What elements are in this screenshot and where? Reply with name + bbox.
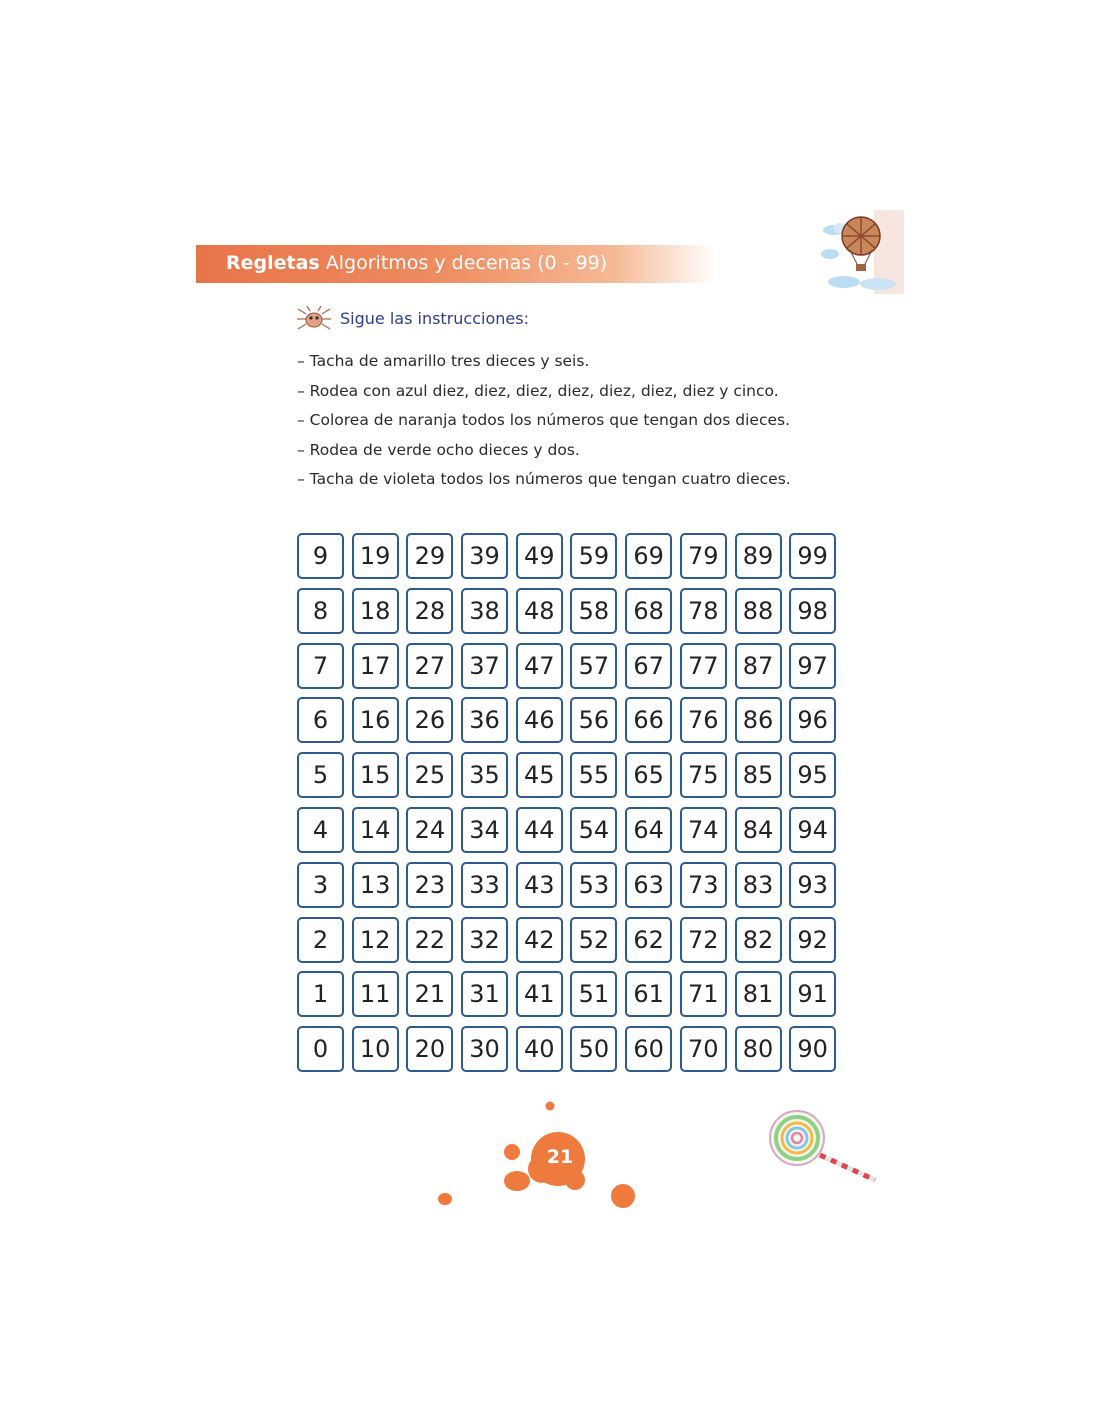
number-cell[interactable]: 30 [461, 1026, 508, 1072]
number-cell[interactable]: 83 [735, 862, 782, 908]
number-cell[interactable]: 1 [297, 971, 344, 1017]
number-cell[interactable]: 94 [789, 807, 836, 853]
number-cell[interactable]: 87 [735, 643, 782, 689]
number-cell[interactable]: 53 [570, 862, 617, 908]
number-cell[interactable]: 50 [570, 1026, 617, 1072]
number-cell[interactable]: 64 [625, 807, 672, 853]
number-cell[interactable]: 44 [516, 807, 563, 853]
number-cell[interactable]: 32 [461, 917, 508, 963]
number-cell[interactable]: 3 [297, 862, 344, 908]
number-cell[interactable]: 76 [680, 697, 727, 743]
number-cell[interactable]: 20 [406, 1026, 453, 1072]
page-number: 21 [546, 1146, 574, 1168]
number-cell[interactable]: 66 [625, 697, 672, 743]
number-cell[interactable]: 86 [735, 697, 782, 743]
number-cell[interactable]: 97 [789, 643, 836, 689]
number-cell[interactable]: 58 [570, 588, 617, 634]
hot-air-balloon-icon [818, 210, 904, 294]
number-cell[interactable]: 93 [789, 862, 836, 908]
number-cell[interactable]: 10 [352, 1026, 399, 1072]
number-cell[interactable]: 59 [570, 533, 617, 579]
number-cell[interactable]: 11 [352, 971, 399, 1017]
number-cell[interactable]: 89 [735, 533, 782, 579]
number-cell[interactable]: 85 [735, 752, 782, 798]
number-cell[interactable]: 21 [406, 971, 453, 1017]
number-cell[interactable]: 73 [680, 862, 727, 908]
number-cell[interactable]: 38 [461, 588, 508, 634]
number-cell[interactable]: 41 [516, 971, 563, 1017]
number-cell[interactable]: 90 [789, 1026, 836, 1072]
number-cell[interactable]: 35 [461, 752, 508, 798]
instruction-step: – Rodea con azul diez, diez, diez, diez, diez, diez, diez y cinco. [297, 381, 779, 400]
number-cell[interactable]: 92 [789, 917, 836, 963]
number-cell[interactable]: 80 [735, 1026, 782, 1072]
number-cell[interactable]: 2 [297, 917, 344, 963]
bug-icon [297, 306, 331, 332]
instruction-title: Sigue las instrucciones: [340, 309, 529, 328]
number-cell[interactable]: 14 [352, 807, 399, 853]
number-cell[interactable]: 74 [680, 807, 727, 853]
number-cell[interactable]: 84 [735, 807, 782, 853]
section-title [226, 252, 607, 274]
number-cell[interactable]: 29 [406, 533, 453, 579]
instruction-list [297, 352, 791, 500]
number-cell[interactable]: 60 [625, 1026, 672, 1072]
number-cell[interactable]: 72 [680, 917, 727, 963]
number-cell[interactable]: 13 [352, 862, 399, 908]
lollipop-icon [765, 1105, 880, 1185]
number-grid [297, 533, 836, 1072]
instruction-step: – Tacha de violeta todos los números que tengan cuatro dieces. [297, 470, 791, 488]
number-cell[interactable]: 46 [516, 697, 563, 743]
number-cell[interactable]: 17 [352, 643, 399, 689]
instruction-step: – Tacha de amarillo tres dieces y seis. [297, 352, 590, 370]
number-cell[interactable]: 61 [625, 971, 672, 1017]
number-cell[interactable]: 71 [680, 971, 727, 1017]
number-cell[interactable]: 26 [406, 697, 453, 743]
number-cell[interactable]: 63 [625, 862, 672, 908]
number-cell[interactable]: 49 [516, 533, 563, 579]
number-cell[interactable]: 39 [461, 533, 508, 579]
number-cell[interactable]: 16 [352, 697, 399, 743]
number-cell[interactable]: 22 [406, 917, 453, 963]
section-header [196, 245, 716, 283]
number-cell[interactable]: 9 [297, 533, 344, 579]
number-cell[interactable]: 0 [297, 1026, 344, 1072]
number-cell[interactable]: 7 [297, 643, 344, 689]
number-cell[interactable]: 4 [297, 807, 344, 853]
number-cell[interactable]: 24 [406, 807, 453, 853]
number-cell[interactable]: 15 [352, 752, 399, 798]
number-cell[interactable]: 43 [516, 862, 563, 908]
number-cell[interactable]: 77 [680, 643, 727, 689]
number-cell[interactable]: 68 [625, 588, 672, 634]
number-cell[interactable]: 19 [352, 533, 399, 579]
number-cell[interactable]: 79 [680, 533, 727, 579]
number-cell[interactable]: 62 [625, 917, 672, 963]
number-cell[interactable]: 5 [297, 752, 344, 798]
number-cell[interactable]: 31 [461, 971, 508, 1017]
number-cell[interactable]: 55 [570, 752, 617, 798]
number-cell[interactable]: 47 [516, 643, 563, 689]
section-title-rest: Algoritmos y decenas (0 - 99) [325, 252, 608, 274]
number-cell[interactable]: 8 [297, 588, 344, 634]
number-cell[interactable]: 51 [570, 971, 617, 1017]
number-cell[interactable]: 36 [461, 697, 508, 743]
number-cell[interactable]: 6 [297, 697, 344, 743]
number-cell[interactable]: 96 [789, 697, 836, 743]
number-cell[interactable]: 57 [570, 643, 617, 689]
number-cell[interactable]: 82 [735, 917, 782, 963]
number-cell[interactable]: 37 [461, 643, 508, 689]
number-cell[interactable]: 28 [406, 588, 453, 634]
number-cell[interactable]: 75 [680, 752, 727, 798]
number-cell[interactable]: 25 [406, 752, 453, 798]
number-cell[interactable]: 45 [516, 752, 563, 798]
section-title-bold: Regletas [226, 252, 320, 274]
number-cell[interactable]: 70 [680, 1026, 727, 1072]
number-cell[interactable]: 23 [406, 862, 453, 908]
number-cell[interactable]: 40 [516, 1026, 563, 1072]
number-cell[interactable]: 56 [570, 697, 617, 743]
number-cell[interactable]: 27 [406, 643, 453, 689]
number-cell[interactable]: 65 [625, 752, 672, 798]
number-cell[interactable]: 98 [789, 588, 836, 634]
number-cell[interactable]: 12 [352, 917, 399, 963]
number-cell[interactable]: 34 [461, 807, 508, 853]
instruction-step: – Rodea de verde ocho dieces y dos. [297, 440, 580, 459]
number-cell[interactable]: 95 [789, 752, 836, 798]
number-cell[interactable]: 48 [516, 588, 563, 634]
number-cell[interactable]: 91 [789, 971, 836, 1017]
number-cell[interactable]: 88 [735, 588, 782, 634]
number-cell[interactable]: 99 [789, 533, 836, 579]
number-cell[interactable]: 78 [680, 588, 727, 634]
number-cell[interactable]: 81 [735, 971, 782, 1017]
number-cell[interactable]: 42 [516, 917, 563, 963]
number-cell[interactable]: 69 [625, 533, 672, 579]
instruction-step: – Colorea de naranja todos los números que tengan dos dieces. [297, 411, 791, 429]
number-cell[interactable]: 67 [625, 643, 672, 689]
number-cell[interactable]: 52 [570, 917, 617, 963]
number-cell[interactable]: 54 [570, 807, 617, 853]
number-cell[interactable]: 18 [352, 588, 399, 634]
number-cell[interactable]: 33 [461, 862, 508, 908]
